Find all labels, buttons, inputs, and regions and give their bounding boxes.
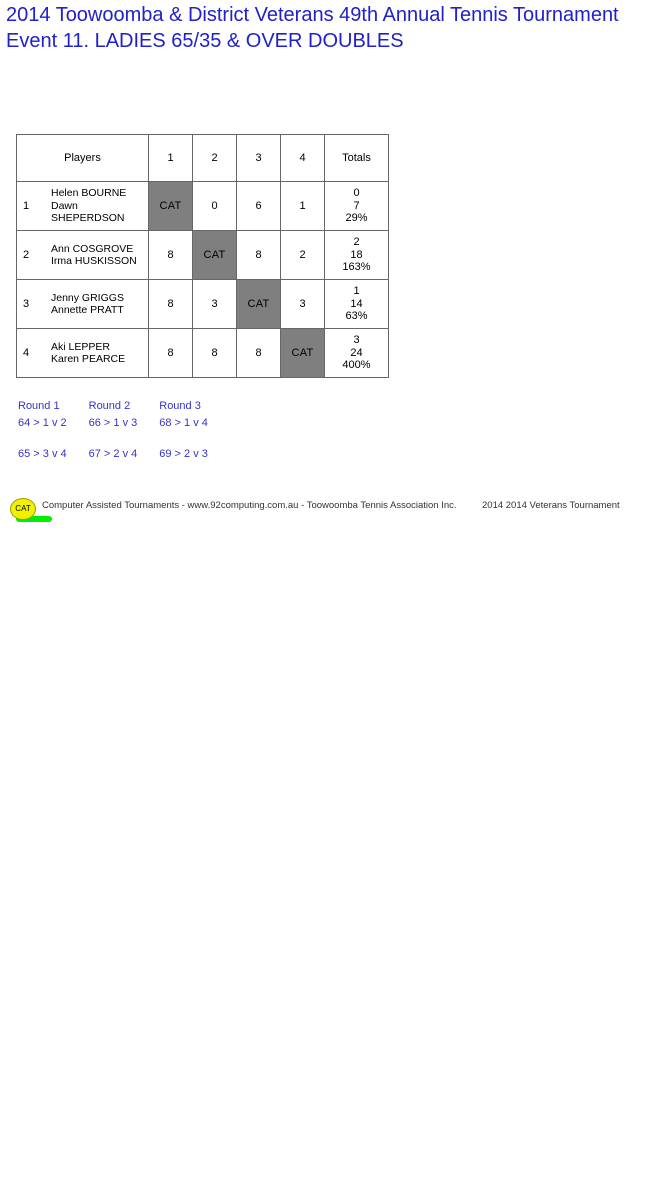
score-cell: 2 <box>281 231 325 280</box>
total-percent: 29% <box>345 212 368 225</box>
table-header-row <box>17 135 389 182</box>
player-names <box>39 241 148 270</box>
player-cell <box>17 182 149 231</box>
round-3-match-1: 68 > 1 v 4 <box>159 417 208 429</box>
score-cell: 6 <box>237 182 281 231</box>
seed-number: 3 <box>23 298 30 310</box>
player-names <box>39 339 148 368</box>
totals-cell <box>325 280 389 329</box>
score-cell: 3 <box>193 280 237 329</box>
total-percent: 163% <box>342 261 371 274</box>
score-cell-self: CAT <box>281 329 325 378</box>
player-name-2: Irma HUSKISSON <box>51 255 137 267</box>
player-name-2: Dawn SHEPERDSON <box>51 199 125 225</box>
score-cell: 8 <box>149 231 193 280</box>
header-col-3: 3 <box>237 135 281 182</box>
totals-cell <box>325 231 389 280</box>
player-cell <box>17 280 149 329</box>
totals-cell <box>325 182 389 231</box>
total-games: 14 <box>350 297 363 310</box>
results-grid <box>16 134 389 378</box>
totals-cell <box>325 329 389 378</box>
player-cell <box>17 231 149 280</box>
header-col-1: 1 <box>149 135 193 182</box>
score-cell: 3 <box>281 280 325 329</box>
round-3-match-2: 69 > 2 v 3 <box>159 448 208 460</box>
round-2-header: Round 2 <box>88 400 131 412</box>
event-title: Event 11. LADIES 65/35 & OVER DOUBLES <box>6 30 404 52</box>
player-name-1: Aki LEPPER <box>51 340 110 353</box>
score-cell: 1 <box>281 182 325 231</box>
round-2-match-2: 67 > 2 v 4 <box>88 448 138 460</box>
page-footer <box>10 498 650 522</box>
table-row <box>17 231 389 280</box>
tennis-ball-icon: CAT <box>10 498 36 520</box>
total-wins: 0 <box>353 187 360 200</box>
results-table <box>16 134 389 378</box>
player-name-1: Ann COSGROVE <box>51 242 134 255</box>
score-cell: 8 <box>149 329 193 378</box>
footer-credit: Computer Assisted Tournaments - www.92computing.com.au - Toowoomba Tennis Association Inc. <box>42 500 457 511</box>
header-players: Players <box>17 135 149 182</box>
table-row <box>17 329 389 378</box>
score-cell: 8 <box>237 329 281 378</box>
total-wins: 1 <box>353 285 360 298</box>
total-percent: 400% <box>342 359 371 372</box>
seed-number: 4 <box>23 347 30 359</box>
rounds-match-row <box>18 417 230 433</box>
score-cell-self: CAT <box>193 231 237 280</box>
page-title <box>6 2 661 54</box>
player-names <box>39 290 148 319</box>
total-games: 7 <box>353 199 360 212</box>
seed-number: 1 <box>23 200 30 212</box>
player-name-1: Jenny GRIGGS <box>51 291 124 304</box>
total-percent: 63% <box>345 310 368 323</box>
score-cell: 8 <box>237 231 281 280</box>
header-totals: Totals <box>325 135 389 182</box>
table-row <box>17 280 389 329</box>
round-2-match-1: 66 > 1 v 3 <box>88 417 138 429</box>
seed-number: 2 <box>23 249 30 261</box>
tournament-title: 2014 Toowoomba & District Veterans 49th Annual Tennis Tournament <box>6 4 619 26</box>
score-cell: 0 <box>193 182 237 231</box>
total-wins: 2 <box>353 236 360 249</box>
player-cell <box>17 329 149 378</box>
score-cell: 8 <box>193 329 237 378</box>
player-name-2: Annette PRATT <box>51 304 124 316</box>
total-games: 18 <box>350 248 363 261</box>
player-name-1: Helen BOURNE <box>51 187 127 200</box>
player-names <box>39 185 148 227</box>
score-cell-self: CAT <box>237 280 281 329</box>
round-1-match-1: 64 > 1 v 2 <box>18 417 67 429</box>
total-wins: 3 <box>353 334 360 347</box>
rounds-match-row <box>18 448 230 464</box>
round-1-header: Round 1 <box>18 400 60 412</box>
header-col-2: 2 <box>193 135 237 182</box>
player-name-2: Karen PEARCE <box>51 353 126 365</box>
round-1-match-2: 65 > 3 v 4 <box>18 448 67 460</box>
rounds-schedule <box>18 400 230 464</box>
rounds-spacer-row <box>18 433 230 448</box>
rounds-header-row <box>18 400 230 417</box>
score-cell: 8 <box>149 280 193 329</box>
total-games: 24 <box>350 346 363 359</box>
round-3-header: Round 3 <box>159 400 201 412</box>
footer-event: 2014 2014 Veterans Tournament <box>482 500 620 511</box>
score-cell-self: CAT <box>149 182 193 231</box>
table-row <box>17 182 389 231</box>
header-col-4: 4 <box>281 135 325 182</box>
